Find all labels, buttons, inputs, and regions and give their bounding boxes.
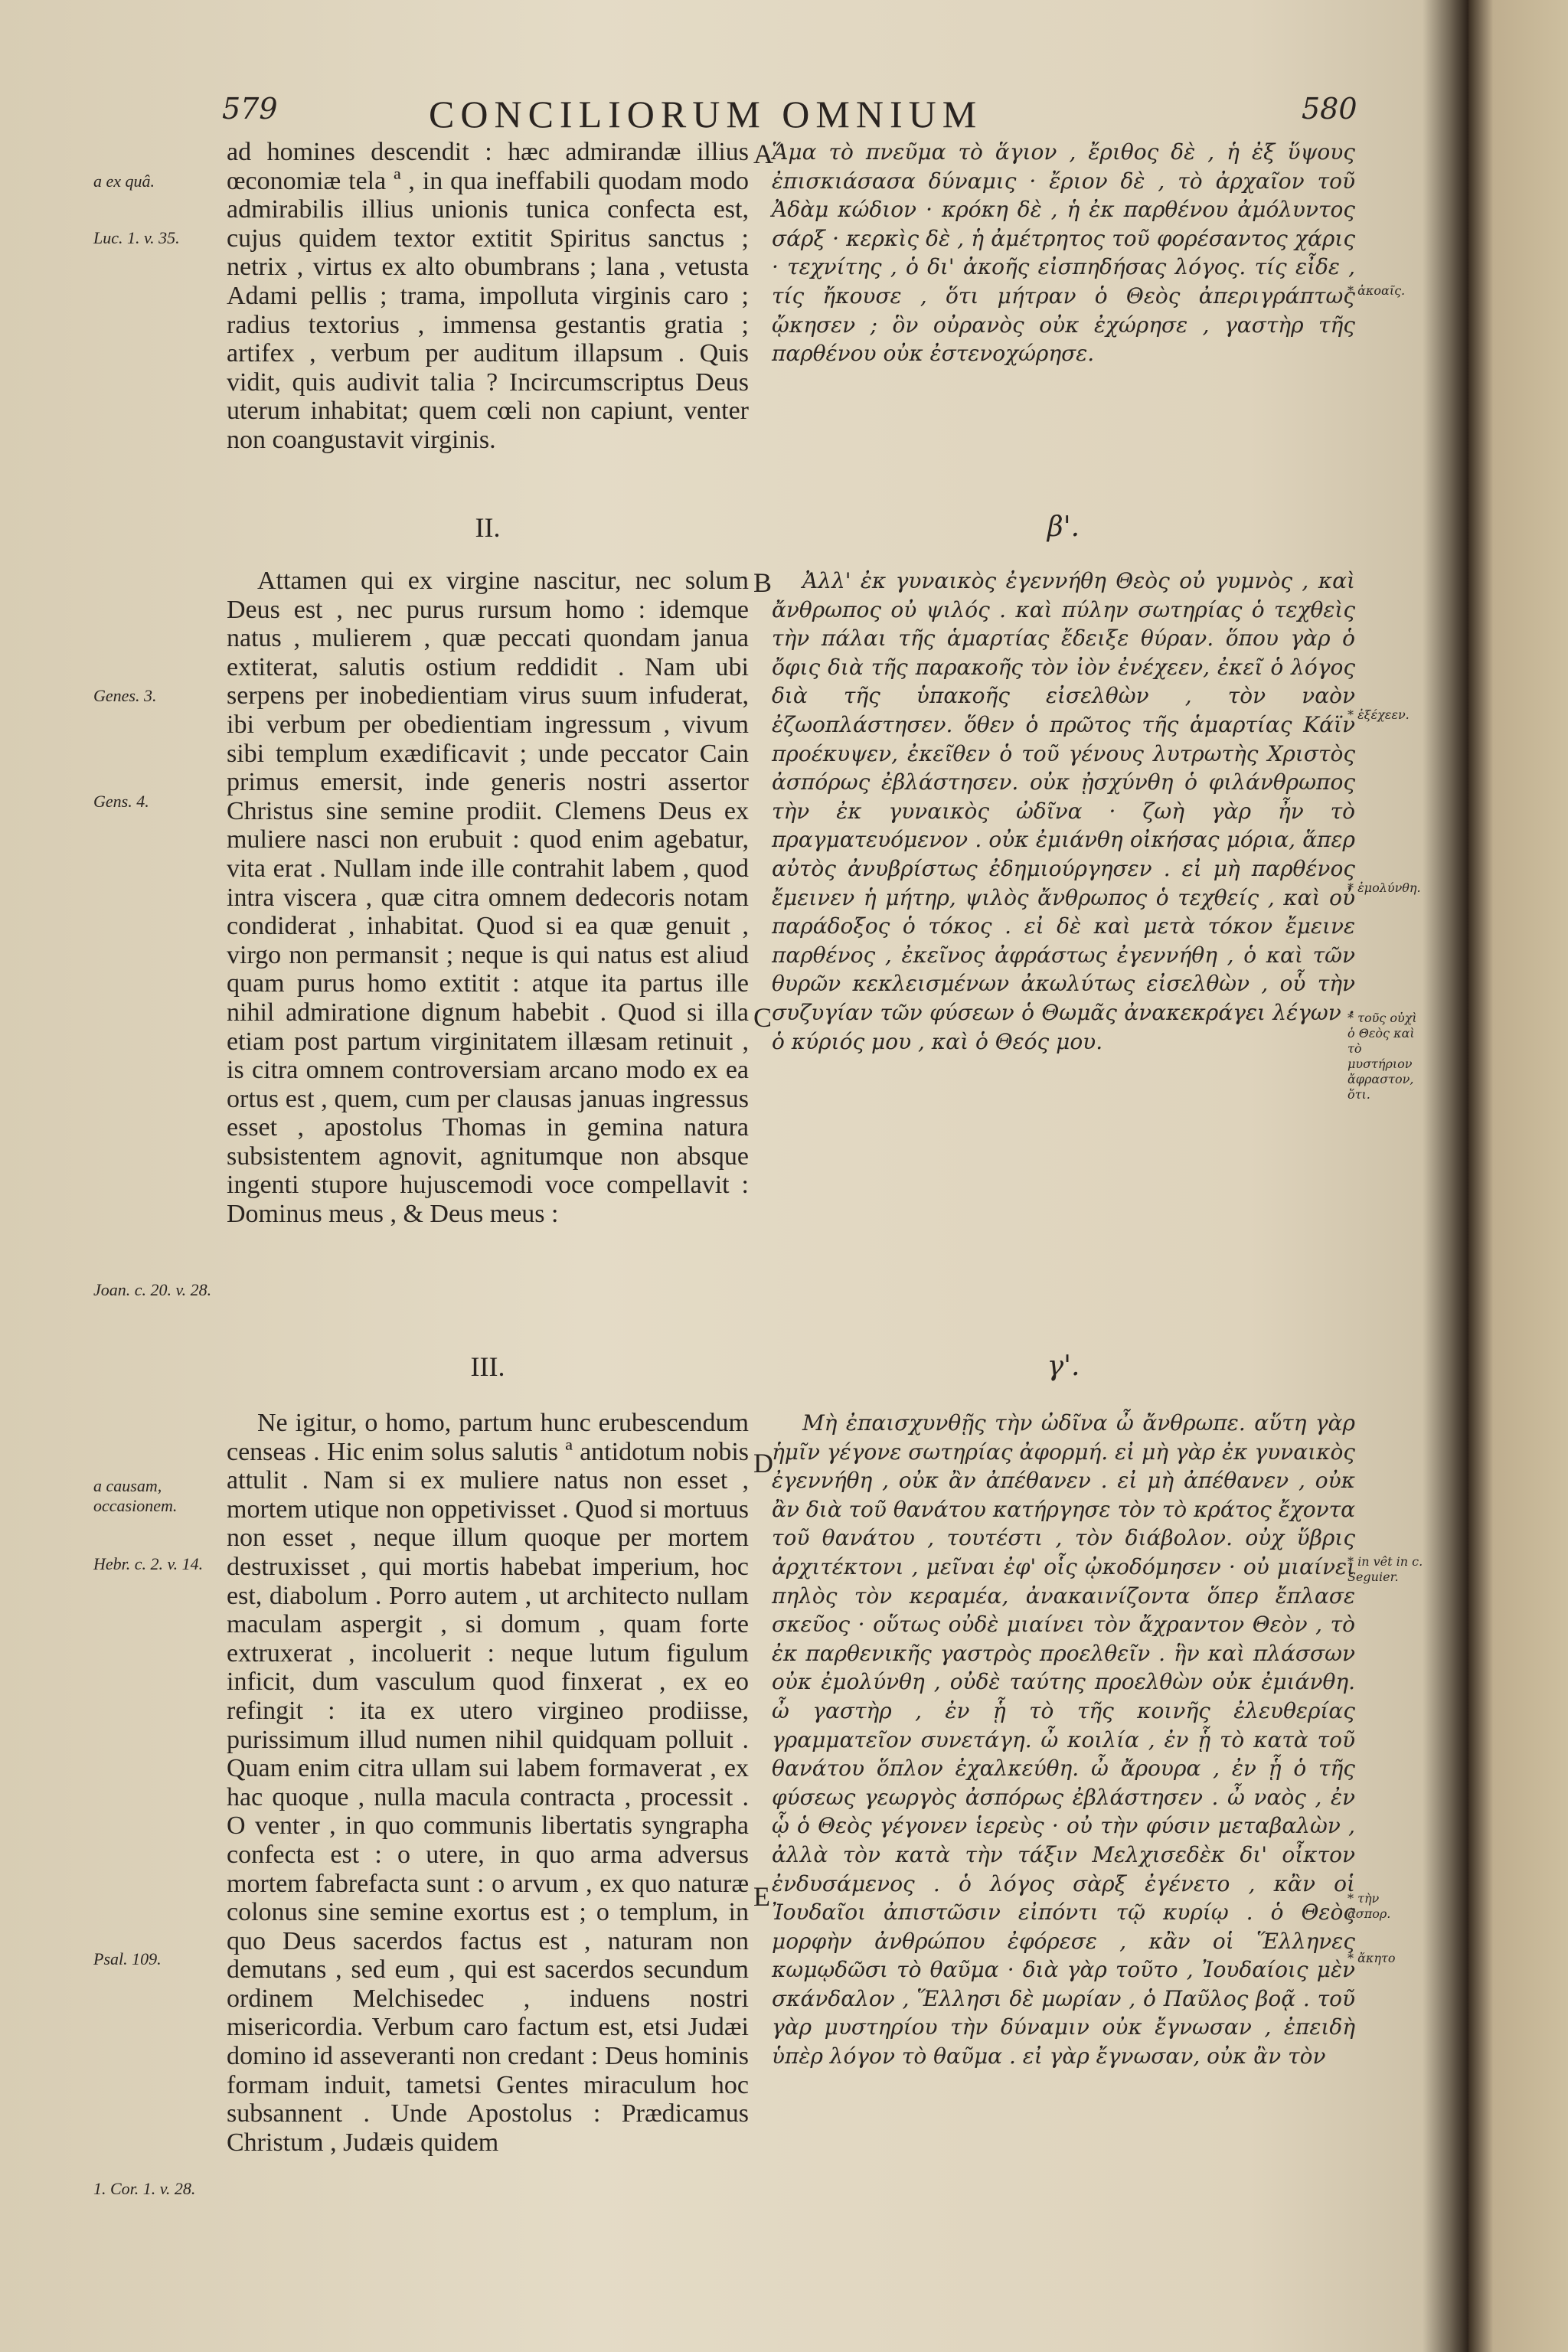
column-letter-c: C (753, 1002, 773, 1033)
latin-paragraph-2: Attamen qui ex virgine nascitur, nec solum Deus est , nec purus rursum homo : idemque natus , mulierem , quæ peccati quondam janua extiterat, salutis ostium reddidit . Nam ubi serpens per inobedientiam virus suum infuderat, ibi verbum per obedientiam ingressum , vivum sibi templum exædificavit ; unde peccator Cain primus emersit, inde generis nostri assertor Christus sine semine prodiit. Clemens Deus ex muliere nasci non erubuit : quod enim agebatur, vita erat . Nullam inde ille contrahit labem , quod intra viscera , quæ citra omnem dedecoris notam condiderat , inhabitat. Quod si ea quæ genuit , virgo non permansit ; neque is qui natus est aliud quam purus homo extitit : atque ita partus ille nihil admiratione dignum habebit . Quod si illa etiam post partum virginitatem illæsam retinuit , is citra omnem controversiam arcano modo ex ea ortus est , quem, cum per clausas januas ingressus esset , apostolus Thomas in gemina natura subsistentem agnovit, agnitumque non absque ingenti stupore hujuscemodi voce compellavit : Dominus meus , & Deus meus : (227, 567, 749, 1229)
margin-note: Joan. c. 20. v. 28. (93, 1280, 212, 1299)
margin-note: 1. Cor. 1. v. 28. (93, 2179, 196, 2198)
running-title: CONCILIORUM OMNIUM (429, 93, 983, 136)
page-number-right: 580 (1302, 92, 1357, 126)
section-heading-latin-2: II. (475, 512, 501, 543)
margin-note-right: * τοῦς οὐχὶ ὁ Θεὸς καὶ τὸ μυστήριον ἄφραστον, ὅτι. (1348, 1011, 1417, 1102)
margin-note-right: * ἐξέχεεν. (1348, 707, 1410, 722)
column-letter-a: A (753, 139, 773, 169)
margin-note: a ex quâ. (93, 172, 155, 191)
margin-note: Gens. 4. (93, 792, 149, 811)
section-heading-greek-3: γ'. (1047, 1351, 1080, 1382)
column-letter-b: B (753, 567, 773, 598)
margin-note: Psal. 109. (93, 1949, 162, 1968)
book-gutter-shadow (1423, 0, 1468, 2352)
latin-paragraph-3: Ne igitur, o homo, partum hunc erubescendum censeas . Hic enim solus salutis ª antidotum nobis attulit . Nam si ex muliere natus non esset , mortem utique non oppetivisset . Quod si mortuus non esset , neque illum quoque per mortem destruxisset , qui mortis habebat imperium, hoc est, diabolum . Porro autem , ut architecto nullam maculam aspergit , si domum , quam forte extruxerat , incoluerit : neque lutum figulum inficit, dum vasculum quod finxerat , ex eo refingit : ita ex utero virgineo prodiisse, purissimum illud numen nihil quidquam polluit . Quam enim citra ullam sui labem formaverat , ex hac quoque , nulla macula contracta , processit . O venter , in quo communis libertatis syngrapha confecta est : o utere, in quo arma adversus mortem fabrefacta sunt : o arvum , ex quo naturæ colonus sine semine exortus est ; o templum, in quo Deus sacerdos factus est , naturam non demutans , sed eum , qui est sacerdos secundum ordinem Melchisedec , induens nostri misericordia. Verbum caro factum est, etsi Judæi domino id asseveranti non credant : Deus hominis formam induit, tametsi Gentes miraculum hoc subsannent . Unde Apostolus : Prædicamus Christum , Judæis quidem (227, 1409, 749, 2157)
page-number-left: 579 (222, 92, 278, 126)
page-header (0, 92, 1468, 138)
section-heading-latin-3: III. (470, 1351, 505, 1382)
greek-paragraph-2: Ἀλλ' ἐκ γυναικὸς ἐγεννήθη Θεὸς οὐ γυμνὸς , καὶ ἄνθρωπος οὐ ψιλός . καὶ πύλην σωτηρίας ὁ τεχθεὶς τὴν πάλαι τῆς ἁμαρτίας ἔδειξε θύραν. ὅπου γὰρ ὁ ὄφις διὰ τῆς παρακοῆς τὸν ἰὸν ἐνέχεεν, ἐκεῖ ὁ λόγος διὰ τῆς ὑπακοῆς εἰσελθὼν , τὸν ναὸν ἐζωοπλάστησεν. ὅθεν ὁ πρῶτος τῆς ἁμαρτίας Κάϊν προέκυψεν, ἐκεῖθεν ὁ τοῦ γένους λυτρωτὴς Χριστὸς ἀσπόρως ἐβλάστησεν. οὐκ ᾐσχύνθη ὁ φιλάνθρωπος τὴν ἐκ γυναικὸς ὠδῖνα · ζωὴ γὰρ ἦν τὸ πραγματευόμενον . οὐκ ἐμιάνθη οἰκήσας μόρια, ἅπερ αὐτὸς ἀνυβρίστως ἐδημιούργησεν . εἰ μὴ παρθένος ἔμεινεν ἡ μήτηρ, ψιλὸς ἄνθρωπος ὁ τεχθείς , καὶ οὐ παράδοξος ὁ τόκος . εἰ δὲ καὶ μετὰ τόκον ἔμεινε παρθένος , ἐκεῖνος ἀφράστως ἐγεννήθη , ὁ καὶ τῶν θυρῶν κεκλεισμένων ἀκωλύτως εἰσελθὼν , οὗ τὴν συζυγίαν τῶν φύσεων ὁ Θωμᾶς ἀνακεκράγει λέγων · ὁ κύριός μου , καὶ ὁ Θεός μου. (772, 568, 1355, 1054)
margin-note-right: * ἄκητο (1348, 1951, 1396, 1965)
margin-note-right: * ἐμολύνθη. (1348, 880, 1421, 895)
greek-paragraph-3: Μὴ ἐπαισχυνθῇς τὴν ὠδῖνα ὦ ἄνθρωπε. αὕτη γὰρ ἡμῖν γέγονε σωτηρίας ἀφορμή. εἰ μὴ γὰρ ἐκ γυναικὸς ἐγεννήθη , οὐκ ἂν ἀπέθανεν . εἰ μὴ ἀπέθανεν , οὐκ ἂν διὰ τοῦ θανάτου κατήργησε τὸν τὸ κράτος ἔχοντα τοῦ θανάτου , τουτέστι , τὸν διάβολον. οὐχ ὕβρις ἀρχιτέκτονι , μεῖναι ἐφ' οἷς ᾠκοδόμησεν · οὐ μιαίνει πηλὸς τὸν κεραμέα, ἀνακαινίζοντα ὅπερ ἔπλασε σκεῦος · οὕτως οὐδὲ μιαίνει τὸν ἄχραντον Θεὸν , τὸ ἐκ παρθενικῆς γαστρὸς προελθεῖν . ἣν καὶ πλάσσων οὐκ ἐμολύνθη , οὐδὲ ταύτης προελθὼν οὐκ ἐμιάνθη. ὦ γαστὴρ , ἐν ᾗ τὸ τῆς κοινῆς ἐλευθερίας γραμματεῖον συνετάγη. ὦ κοιλία , ἐν ᾗ τὸ κατὰ τοῦ θανάτου ὅπλον ἐχαλκεύθη. ὦ ἄρουρα , ἐν ᾗ ὁ τῆς φύσεως γεωργὸς ἀσπόρως ἐβλάστησεν . ὦ ναὸς , ἐν ᾧ ὁ Θεὸς γέγονεν ἱερεὺς · οὐ τὴν φύσιν μεταβαλὼν , ἀλλὰ τὸν κατὰ τὴν τάξιν Μελχισεδὲκ δι' οἶκτον ἐνδυσάμενος . ὁ λόγος σὰρξ ἐγένετο , κἂν οἱ Ἰουδαῖοι ἀπιστῶσιν εἰπόντι τῷ κυρίῳ . ὁ Θεὸς μορφὴν ἀνθρώπου ἐφόρεσε , κἂν οἱ Ἕλληνες κωμῳδῶσι τὸ θαῦμα · διὰ γὰρ τοῦτο , Ἰουδαίοις μὲν σκάνδαλον , Ἕλλησι δὲ μωρίαν , ὁ Παῦλος βοᾷ . τοῦ γὰρ μυστηρίου τὴν δύναμιν οὐκ ἔγνωσαν , ἐπειδὴ ὑπὲρ λόγον τὸ θαῦμα . εἰ γὰρ ἔγνωσαν, οὐκ ἂν τὸν (772, 1410, 1355, 2069)
latin-paragraph-1: ad homines descendit : hæc admirandæ illius œconomiæ tela ª , in qua ineffabili quodam modo admirabilis illius unionis tunica confecta est, cujus quidem textor extitit Spiritus sanctus ; netrix , virtus ex alto obumbrans ; lana , vetusta Adami pellis ; trama, impolluta virginis caro ; radius textorius , immensa gestantis gratia ; artifex , verbum per auditum illapsum . Quis vidit, quis audivit talia ? Incircumscriptus Deus uterum inhabitat; quem cœli non capiunt, venter non coangustavit virginis. (227, 138, 749, 454)
margin-note-right: * ἀκοαῖς. (1348, 283, 1406, 298)
margin-note: Genes. 3. (93, 686, 157, 705)
column-letter-e: E (753, 1881, 770, 1912)
margin-note: Luc. 1. v. 35. (93, 228, 180, 247)
greek-paragraph-1: Ἅμα τὸ πνεῦμα τὸ ἅγιον , ἔριθος δὲ , ἡ ἐξ ὕψους ἐπισκιάσασα δύναμις · ἔριον δὲ , τὸ ἀρχαῖον τοῦ Ἀδὰμ κώδιον · κρόκη δὲ , ἡ ἐκ παρθένου ἀμόλυντος σάρξ · κερκὶς δὲ , ἡ ἀμέτρητος τοῦ φορέσαντος χάρις · τεχνίτης , ὁ δι' ἀκοῆς εἰσπηδήσας λόγος. τίς εἶδε , τίς ἤκουσε , ὅτι μήτραν ὁ Θεὸς ἀπεριγράπτως ᾤκησεν ; ὃν οὐρανὸς οὐκ ἐχώρησε , γαστὴρ τῆς παρθένου οὐκ ἐστενοχώρησε. (772, 139, 1355, 367)
margin-note: a causam, occasionem. (93, 1476, 178, 1515)
adjacent-page-edge (1468, 0, 1568, 2352)
margin-note: Hebr. c. 2. v. 14. (93, 1554, 204, 1573)
column-letter-d: D (753, 1448, 773, 1478)
section-heading-greek-2: β'. (1047, 511, 1080, 543)
margin-note-right: * in vêt in c. Seguier. (1348, 1554, 1423, 1584)
margin-note-right: * τὴν ἄσπορ. (1348, 1891, 1391, 1921)
